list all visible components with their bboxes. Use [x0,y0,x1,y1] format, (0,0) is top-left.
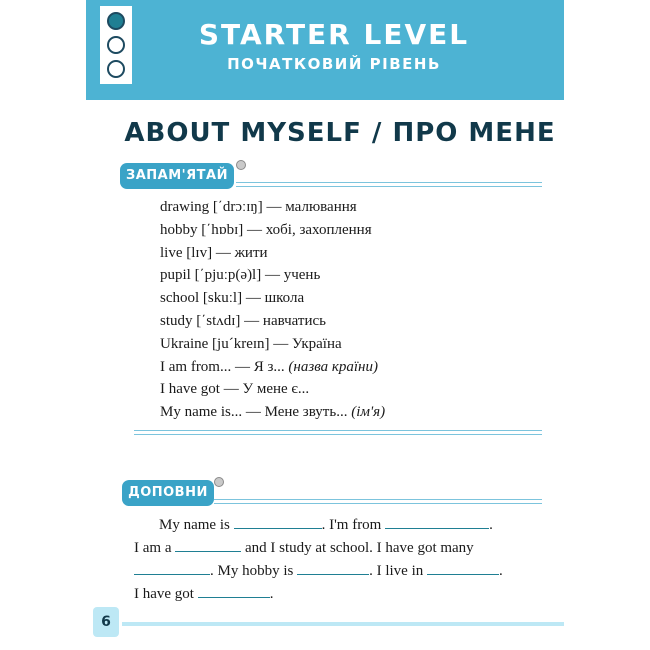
complete-tag-label: ДОПОВНИ [128,485,208,500]
exercise-line: My name is . I'm from . [134,513,544,537]
exercise-line: I have got . [134,582,544,606]
page-number: 6 [93,607,119,637]
vocab-item: live [lɪv] — жити [160,244,268,261]
complete-tag [122,480,214,506]
answer-blank[interactable] [427,559,499,575]
level-title: STARTER LEVEL [198,18,470,51]
vocab-item: Ukraine [juˊkreɪn] — Україна [160,335,342,352]
answer-blank[interactable] [198,582,270,598]
level-indicator [100,6,132,84]
vocab-item: drawing [΄drɔːɪŋ] — малювання [160,199,357,215]
exercise-line: . My hobby is . I live in . [134,559,544,583]
level-dot-empty [107,36,125,54]
answer-blank[interactable] [234,513,322,529]
answer-blank[interactable] [134,559,210,575]
footer-bar [122,622,564,626]
divider [134,434,542,435]
remember-tag-label: ЗАПАМ'ЯТАЙ [126,168,228,183]
vocabulary-list [160,196,385,424]
divider [236,182,542,183]
answer-blank[interactable] [175,536,241,552]
vocab-item: study [΄stʌdɪ] — навчатись [160,312,327,329]
vocab-item: I have got — У мене є... [160,381,310,398]
pin-icon [214,477,224,487]
divider [214,503,542,504]
pin-icon [236,160,246,170]
divider [214,499,542,500]
level-subtitle: ПОЧАТКОВИЙ РІВЕНЬ [227,55,441,73]
vocab-item: pupil [΄pjuːp(ə)l] — учень [160,267,321,284]
answer-blank[interactable] [385,513,489,529]
vocab-item: My name is... — Мене звуть... (ім'я) [160,404,386,421]
exercise-line: I am a and I study at school. I have got many [134,536,544,560]
divider [236,186,542,187]
divider [134,430,542,431]
remember-tag [120,163,234,189]
level-dot-filled [107,12,125,30]
level-dot-empty [107,60,125,78]
vocab-item: school [skuːl] — школа [160,290,305,307]
answer-blank[interactable] [297,559,369,575]
vocab-item: I am from... — Я з... (назва країни) [160,358,378,375]
topic-title: ABOUT MYSELF / ПРО МЕНЕ [124,118,556,148]
vocab-item: hobby [΄hɒbɪ] — хобі, захоплення [160,221,372,238]
